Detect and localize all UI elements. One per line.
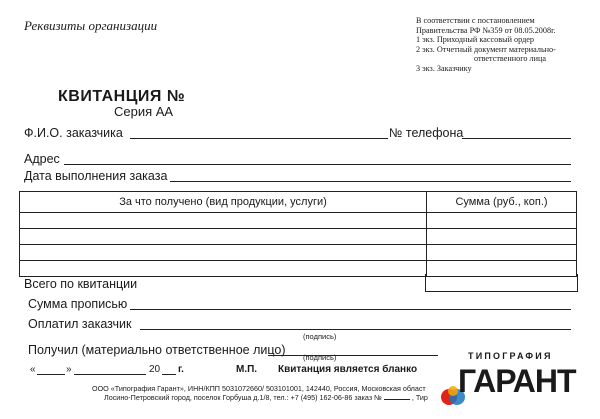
- date-year-label: 20: [149, 364, 161, 375]
- legal-line: В соответствии с постановлением: [416, 16, 535, 25]
- date-year-suffix: г.: [178, 364, 184, 375]
- table-header-row: [20, 192, 577, 213]
- table-row[interactable]: [20, 213, 577, 229]
- phone-input-line[interactable]: [462, 138, 571, 139]
- table-cell[interactable]: [20, 261, 427, 277]
- sum-in-words-label: Сумма прописью: [28, 297, 128, 311]
- receipt-series: Серия АА: [114, 104, 174, 119]
- footer-order-number-blank: [384, 393, 410, 400]
- receipt-title: КВИТАНЦИЯ №: [58, 88, 186, 105]
- legal-line: Правительства РФ №359 от 08.05.2008г.: [416, 25, 556, 35]
- footer-line-2-end: , Тир: [411, 393, 428, 402]
- received-by-label: Получил (материально ответственное лицо): [28, 343, 286, 357]
- legal-line: 3 экз. Заказчику: [416, 63, 472, 73]
- table-cell[interactable]: [20, 245, 427, 261]
- table-cell[interactable]: [427, 245, 577, 261]
- form-note: Квитанция является бланко: [278, 364, 418, 375]
- col-desc-header: За что получено (вид продукции, услуги): [20, 192, 427, 213]
- due-date-label: Дата выполнения заказа: [24, 169, 168, 183]
- items-table: [19, 191, 577, 277]
- signature-caption: (подпись): [303, 332, 337, 341]
- phone-label: № телефона: [389, 126, 464, 140]
- stamp-label: М.П.: [236, 364, 258, 375]
- date-close-quote: »: [66, 364, 72, 375]
- date-year-line[interactable]: [162, 374, 176, 375]
- table-cell[interactable]: [20, 213, 427, 229]
- logo-name: ГАРАНТ: [458, 363, 576, 399]
- footer-line-2-text: Лосино-Петровский город, поселок Горбуша д.1/8, тел.: +7 (495) 162-06-86 заказ №: [104, 393, 382, 402]
- paid-by-label: Оплатил заказчик: [28, 317, 132, 331]
- printing-house-logo: [438, 345, 594, 409]
- customer-input-line[interactable]: [130, 138, 388, 139]
- received-by-line[interactable]: [268, 355, 438, 356]
- table-cell[interactable]: [427, 213, 577, 229]
- footer-line-2: [104, 393, 428, 402]
- table-row[interactable]: [20, 229, 577, 245]
- legal-line: ответственного лица: [474, 54, 546, 64]
- date-day-line[interactable]: [37, 374, 65, 375]
- signature-caption-2: (подпись): [303, 353, 337, 362]
- table-row[interactable]: [20, 245, 577, 261]
- sum-in-words-line[interactable]: [130, 309, 571, 310]
- date-open-quote: «: [30, 364, 36, 375]
- address-input-line[interactable]: [64, 164, 571, 165]
- paid-by-line[interactable]: [140, 329, 571, 330]
- org-details-label: Реквизиты организации: [24, 18, 158, 33]
- col-sum-header: Сумма (руб., коп.): [427, 192, 577, 213]
- date-month-line[interactable]: [74, 374, 146, 375]
- table-cell[interactable]: [427, 229, 577, 245]
- legal-line: 2 экз. Отчетный документ материально-: [416, 44, 556, 54]
- table-cell[interactable]: [20, 229, 427, 245]
- address-label: Адрес: [24, 152, 60, 166]
- due-date-input-line[interactable]: [170, 181, 571, 182]
- legal-line: 1 экз. Приходный кассовый ордер: [416, 35, 534, 45]
- total-sum-box[interactable]: [425, 274, 578, 292]
- logo-tagline: ТИПОГРАФИЯ: [468, 351, 553, 361]
- legal-note: [416, 16, 556, 74]
- customer-label: Ф.И.О. заказчика: [24, 126, 123, 140]
- total-label: Всего по квитанции: [24, 277, 138, 291]
- footer-line-1: ООО «Типография Гарант», ИНН/КПП 5031072660/ 503101001, 142440, Россия, Московская област: [92, 384, 426, 393]
